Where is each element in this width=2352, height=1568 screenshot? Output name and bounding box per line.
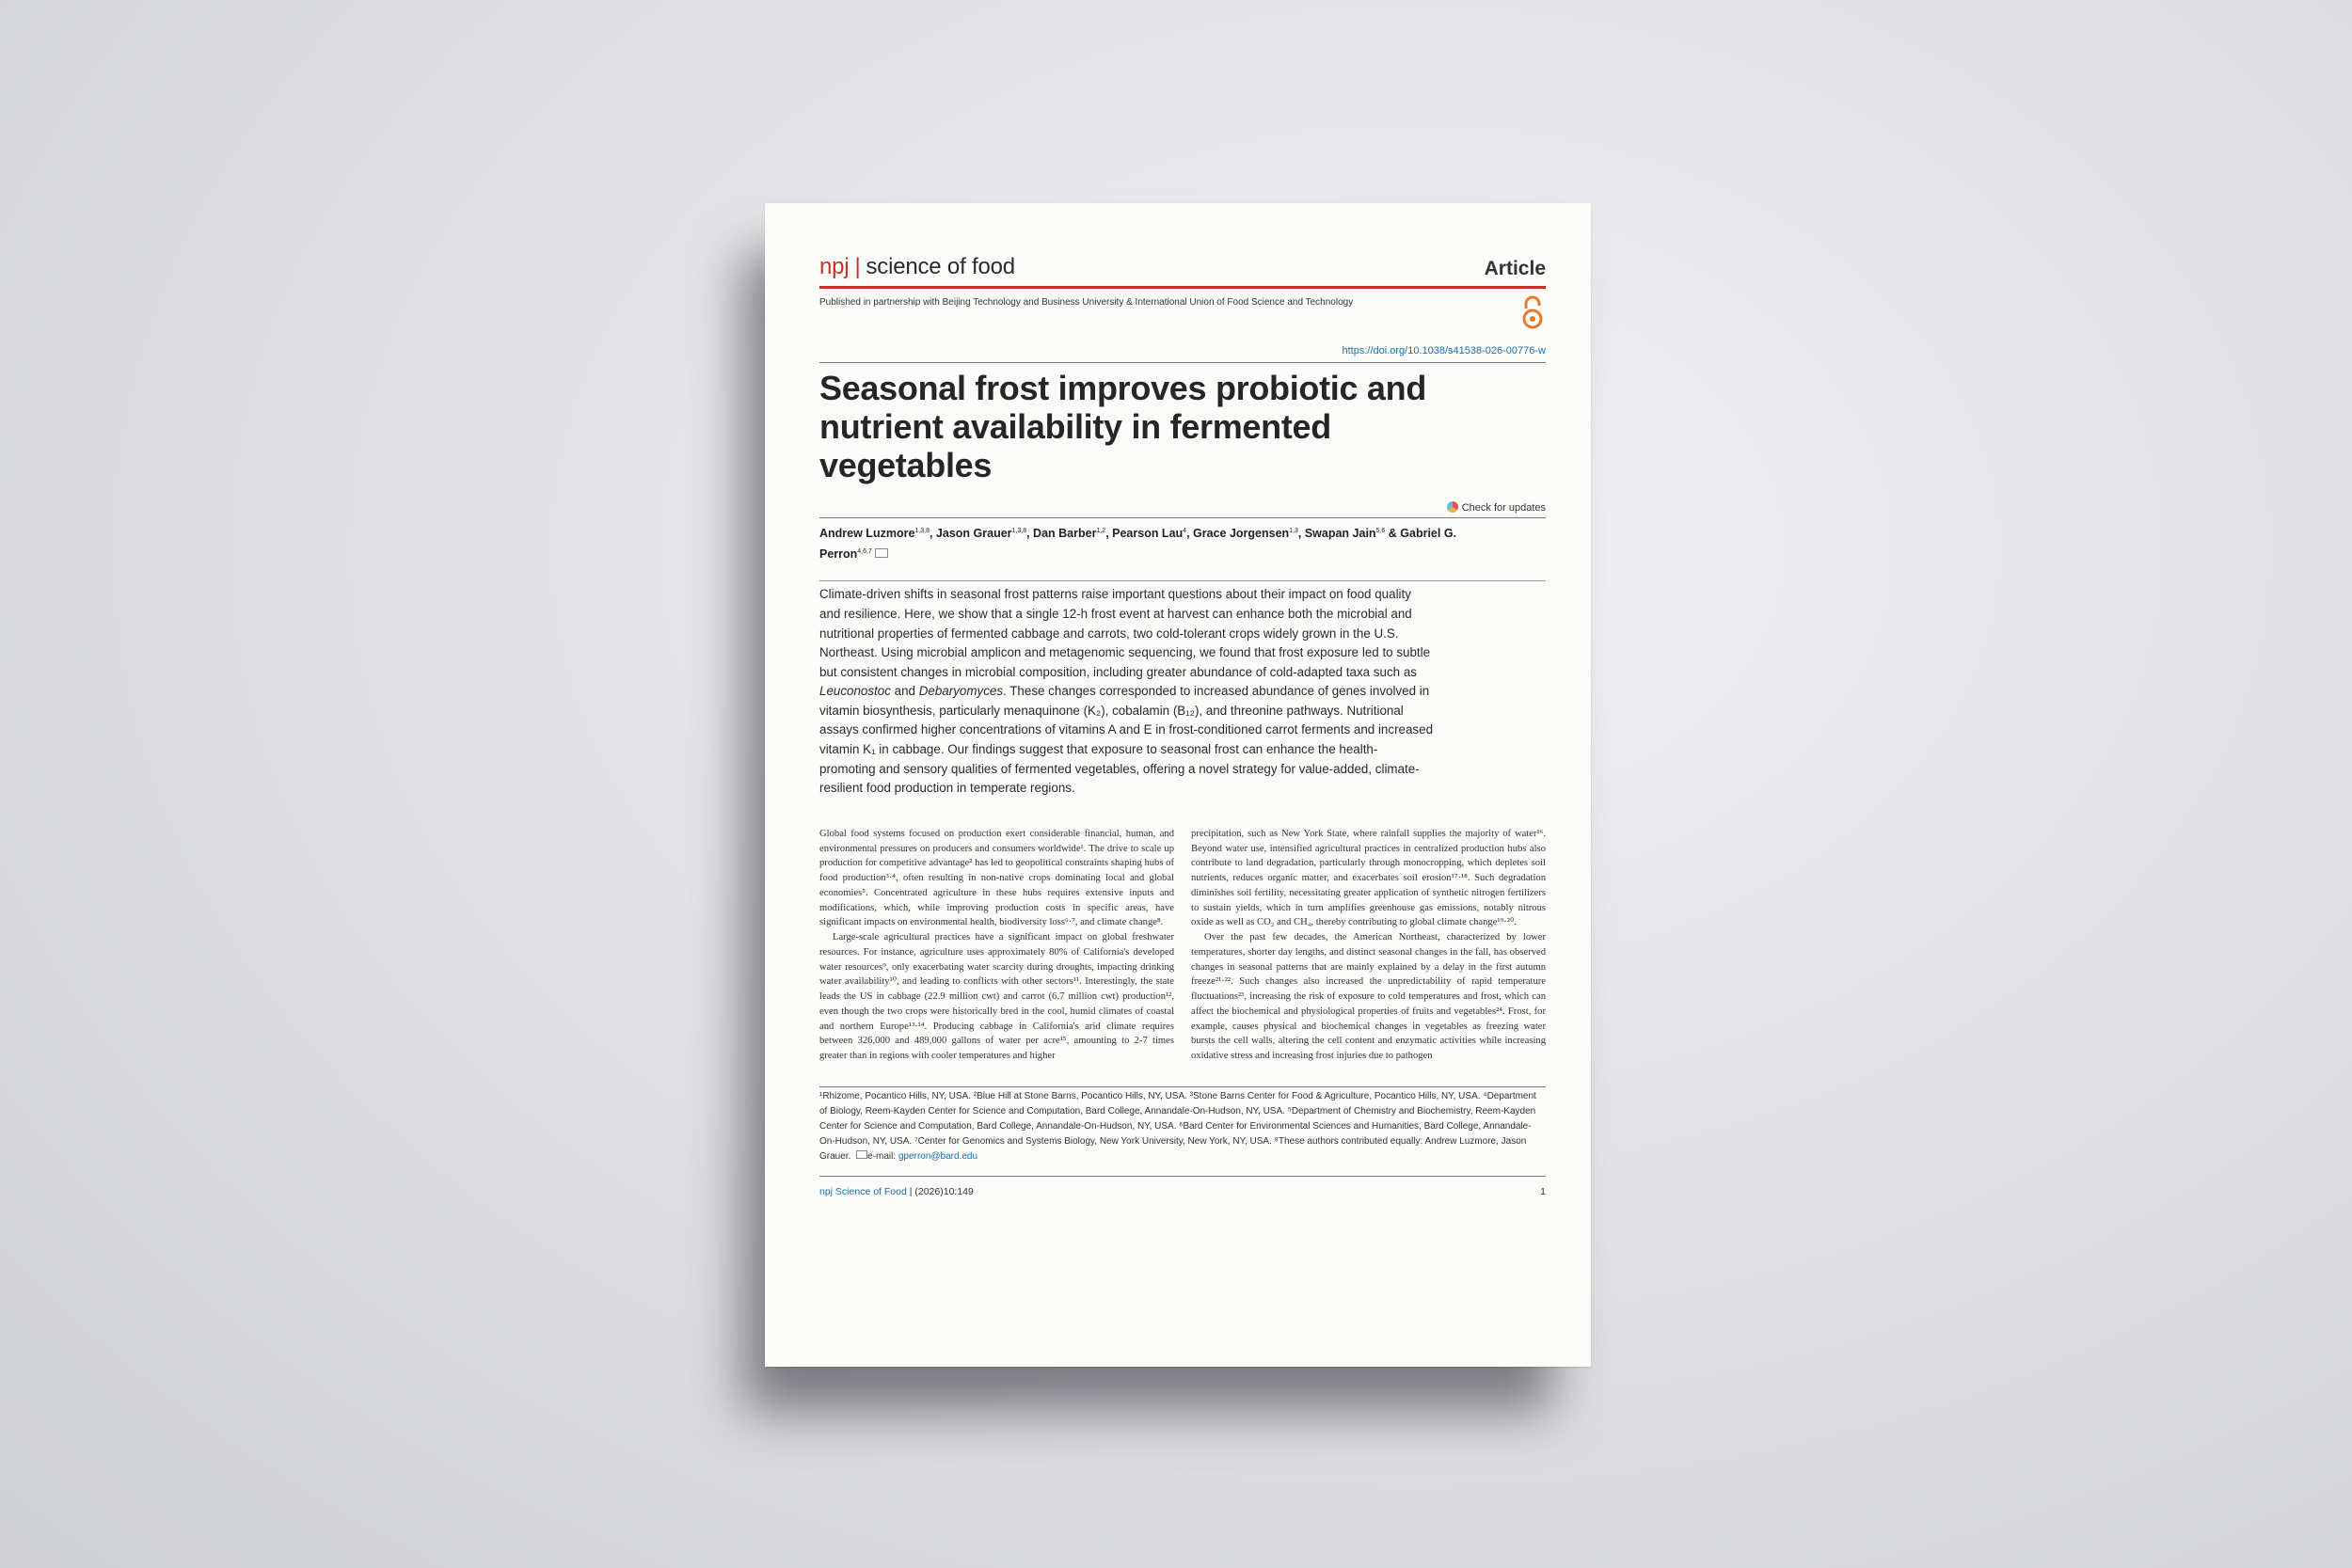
- affiliations-rule: [819, 1086, 1546, 1087]
- body-text: [819, 827, 1546, 1064]
- body-paragraph: Large-scale agricultural practices have a significant impact on global freshwater resources. For instance, agriculture uses approximately 80% of California's developed water resources⁹, only exacerbating water scarcity during droughts, impacting drinking water availability¹⁰, and leading to conflicts with other sectors¹¹. Interestingly, the state leads the US in cabbage (22.9 million cwt) and carrot (6.7 million cwt) production¹², even though the two crops were historically bred in the cool, humid climates of coastal and northern Europe¹³·¹⁴. Producing cabbage in California's arid climate requires between 326,000 and 489,000 gallons of water per acre¹⁵, amounting to 2-7 times greater than in regions with cooler temperatures and higher: [819, 932, 1174, 1062]
- body-paragraph: Global food systems focused on production exert considerable financial, human, and environmental pressures on producers and consumers worldwide¹. The drive to scale up production for competitive advantage² has led to geopolitical constraints shaping hubs of food production³·⁴, often resulting in non-native crops dominating local and global economies⁵. Concentrated agriculture in these hubs requires extensive inputs and modifications, which, while improving production costs in specific areas, have significant impacts on environmental health, biodiversity loss⁶·⁷, and climate change⁸.: [819, 828, 1174, 928]
- abstract-rule: [819, 580, 1546, 581]
- footer-rule: [819, 1176, 1546, 1177]
- partnership-text: Published in partnership with Beijing Technology and Business University & International Union of Food Science and Technology: [819, 297, 1354, 308]
- author-list: Andrew Luzmore$^{1,3,8}$, Jason Grauer$^{1,3,8}$, Dan Barber$^{1,2}$, Pearson Lau$^4$, Grace Jorgensen$^{1,3}$, Swapan Jain$^{5,6}$ & Gabriel G. Perron$^{4,6,7}$: [819, 527, 1457, 562]
- page-number: 1: [1540, 1185, 1546, 1197]
- npj-logo: npj: [819, 254, 850, 279]
- affiliations: ¹Rhizome, Pocantico Hills, NY, USA. ²Blue Hill at Stone Barns, Pocantico Hills, NY, USA. ³Stone Barns Center for Food & Agriculture, Pocantico Hills, NY, USA. ⁴Department of Biology, Reem-Kayden Center for Science and Computation, Bard College, Annandale-On-Hudson, NY, USA. ⁵Department of Chemistry and Biochemistry, Reem-Kayden Center for Science and Computation, Bard College, Annandale-On-Hudson, NY, USA. ⁶Bard Center for Environmental Sciences and Humanities, Bard College, Annandale-On-Hudson, NY, USA. ⁷Center for Genomics and Systems Biology, New York University, New York, NY, USA. ⁸These authors contributed equally: Andrew Luzmore, Jason Grauer. e-mail: gperron@bard.edu: [819, 1090, 1536, 1162]
- body-column-right: [1191, 827, 1546, 1064]
- masthead: [819, 256, 1546, 280]
- check-for-updates[interactable]: Check for updates: [819, 501, 1546, 514]
- body-paragraph: precipitation, such as New York State, where rainfall supplies the majority of water¹⁶. Beyond water use, intensified agricultural practices in centralized production hubs also contribute to land degradation, particularly through monocropping, which depletes soil nutrients, reduces organic matter, and exacerbates soil erosion¹⁷·¹⁸. Such degradation diminishes soil fertility, necessitating greater application of synthetic nitrogen fertilizers to sustain yields, which in turn amplifies greenhouse gas emissions, notably nitrous oxide as well as CO₂ and CH₄, thereby contributing to global climate change¹⁹·²⁰.: [1191, 828, 1546, 928]
- open-access-icon: [1519, 294, 1546, 330]
- taxon-leuconostoc: Leuconostoc: [819, 684, 891, 699]
- article-page: [765, 203, 1591, 1367]
- doi-rule: [819, 362, 1546, 363]
- doi-link[interactable]: https://doi.org/10.1038/s41538-026-00776-w: [1342, 345, 1546, 356]
- footer-citation: | (2026)10:149: [906, 1185, 974, 1197]
- footer-journal[interactable]: npj Science of Food: [819, 1185, 907, 1197]
- article-title: Seasonal frost improves probiotic and nutrient availability in fermented vegetables: [819, 369, 1427, 484]
- page-footer: [819, 1186, 1546, 1197]
- email-icon: [856, 1150, 867, 1159]
- journal-brand: npj | science of food: [819, 254, 1015, 279]
- authors-rule: [819, 517, 1546, 518]
- masthead-rule: [819, 286, 1546, 289]
- email-icon[interactable]: [875, 548, 888, 558]
- email-link[interactable]: gperron@bard.edu: [898, 1150, 978, 1162]
- taxon-debaryomyces: Debaryomyces: [918, 684, 1004, 699]
- abstract: Climate-driven shifts in seasonal frost patterns raise important questions about their impact on food quality and resilience. Here, we show that a single 12-h frost event at harvest can enhance both the microbial and nutritional properties of fermented cabbage and carrots, two cold-tolerant crops widely grown in the U.S. Northeast. Using microbial amplicon and metagenomic sequencing, we found that frost exposure led to subtle but consistent changes in microbial composition, including greater abundance of cold-adapted taxa such as Leuconostoc and Debaryomyces. These changes corresponded to increased abundance of genes involved in vitamin biosynthesis, particularly menaquinone (K₂), cobalamin (B₁₂), and threonine pathways. Nutritional assays confirmed higher concentrations of vitamins A and E in frost-conditioned carrot ferments and increased vitamin K₁ in cabbage. Our findings suggest that exposure to seasonal frost can enhance the health-promoting and sensory qualities of fermented vegetables, offering a novel strategy for value-added, climate-resilient food production in temperate regions.: [819, 587, 1434, 796]
- crossmark-icon: [1447, 501, 1458, 513]
- journal-name: science of food: [866, 254, 1015, 279]
- article-type: Article: [1484, 258, 1546, 279]
- body-paragraph: Over the past few decades, the American Northeast, characterized by lower temperatures, shorter day lengths, and distinct seasonal changes in the fall, has observed changes in seasonal patterns that are mainly explained by a delay in the first autumn freeze²¹·²². Such changes also increased the unpredictability of rapid temperature fluctuations²³, increasing the risk of exposure to cold temperatures and frost, which can affect the biochemical and physiological properties of fruits and vegetables²⁴. Frost, for example, causes physical and biochemical changes in vegetables as freezing water bursts the cell walls, altering the cell content and enzymatic activities while increasing oxidative stress and increasing frost injuries due to pathogen: [1191, 932, 1546, 1062]
- body-column-left: [819, 827, 1174, 1064]
